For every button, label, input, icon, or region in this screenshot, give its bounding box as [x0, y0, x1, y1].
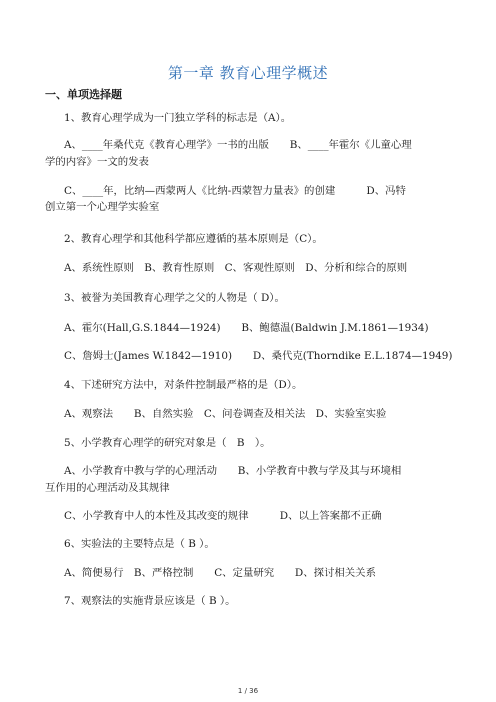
question-7: 7、观察法的实施背景应该是（ B ）。	[64, 595, 236, 607]
question-4-options: A、观察法 B、自然实验 C、问卷调查及相关法 D、实验室实验	[64, 408, 387, 420]
question-3-options-cd: C、詹姆士(James W.1842—1910) D、桑代克(Thorndike E.L.1874—1949)	[64, 350, 453, 362]
question-6: 6、实验法的主要特点是（ B ）。	[64, 538, 215, 550]
question-3-options-ab: A、霍尔(Hall,G.S.1844—1924) B、鲍德温(Baldwin J.M.1861—1934)	[64, 322, 429, 334]
question-4: 4、下述研究方法中，对条件控制最严格的是（D）。	[64, 379, 303, 391]
question-1-option-d-cont: 创立第一个心理学实验室	[45, 201, 160, 213]
question-6-options: A、简便易行 B、严格控制 C、定量研究 D、探讨相关关系	[64, 567, 376, 579]
question-1-option-ab: A、____年桑代克《教育心理学》一书的出版 B、____年霍尔《儿童心理	[64, 139, 412, 151]
question-5: 5、小学教育心理学的研究对象是（ B ）。	[64, 437, 271, 449]
question-1-option-b-cont: 学的内容》一文的发表	[45, 156, 149, 168]
question-2: 2、教育心理学和其他科学都应遵循的基本原则是（C）。	[64, 233, 323, 245]
question-3: 3、被誉为美国教育心理学之父的人物是（ D）。	[64, 292, 285, 304]
question-1-option-cd: C、____年，比纳—西蒙两人《比纳-西蒙智力量表》的创建 D、冯特	[64, 185, 406, 197]
section-heading: 一、单项选择题	[45, 88, 122, 101]
question-5-option-cd: C、小学教育中人的本性及其改变的规律 D、以上答案都不正确	[64, 510, 382, 522]
question-1: 1、教育心理学成为一门独立学科的标志是（A）。	[64, 112, 292, 124]
question-2-options: A、系统性原则 B、教育性原则 C、客观性原则 D、分析和综合的原则	[64, 262, 408, 274]
page-number: 1 / 36	[237, 687, 259, 695]
chapter-title: 第一章 教育心理学概述	[167, 64, 329, 82]
question-5-option-b-cont: 互作用的心理活动及其规律	[45, 482, 170, 494]
question-5-option-ab: A、小学教育中教与学的心理活动 B、小学教育中教与学及其与环境相	[64, 465, 402, 477]
